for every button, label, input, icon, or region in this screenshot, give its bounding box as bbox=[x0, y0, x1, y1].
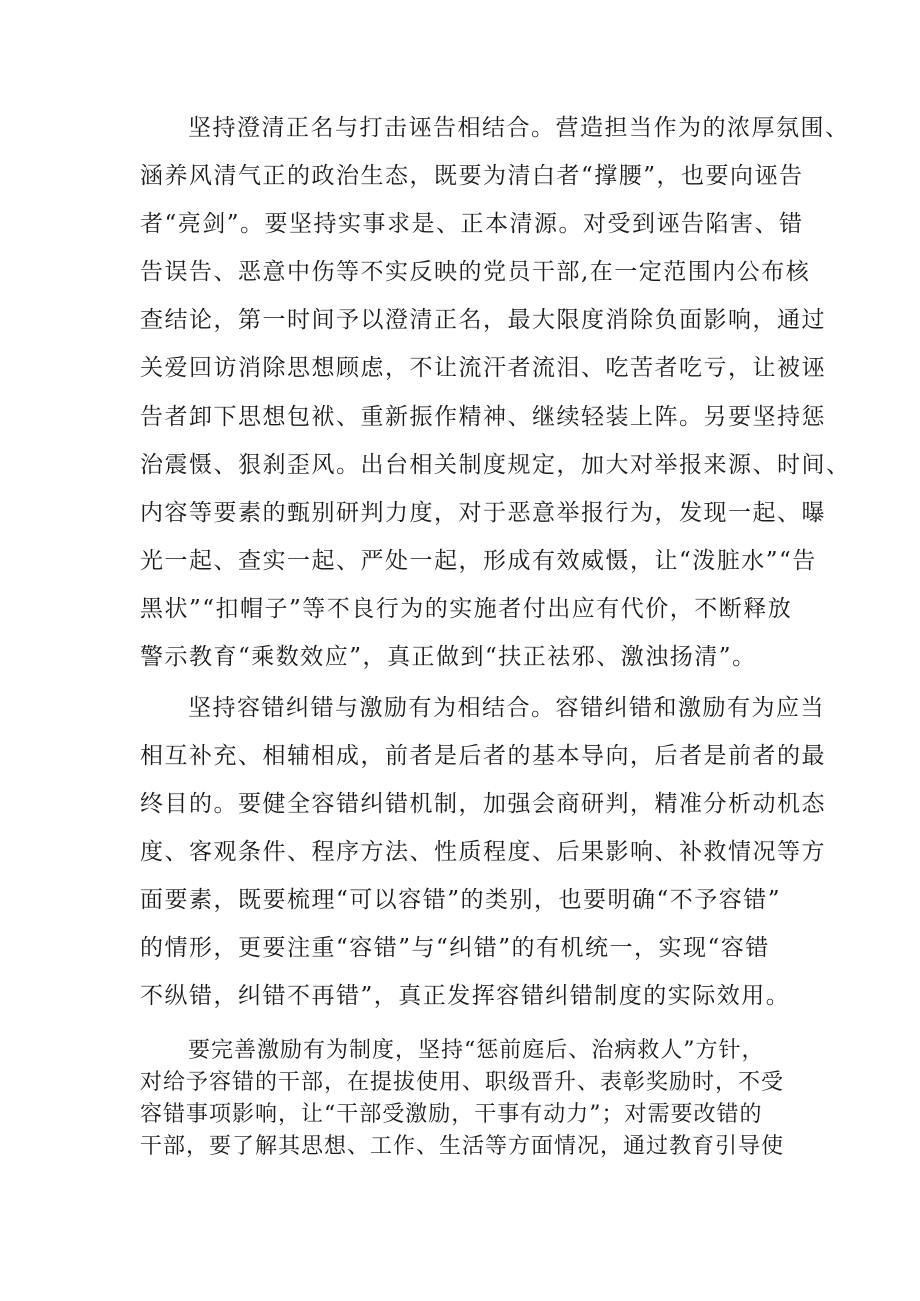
paragraph-1-line-9: 内容等要素的甄别研判力度，对于恶意举报行为，发现一起、曝 bbox=[140, 500, 826, 526]
paragraph-1-line-3: 者“亮剑”。要坚持实事求是、正本清源。对受到诬告陷害、错 bbox=[140, 211, 804, 237]
paragraph-3-line-4: 干部，要了解其思想、工作、生活等方面情况，通过教育引导使 bbox=[140, 1134, 785, 1159]
paragraph-1-line-7: 告者卸下思想包袱、重新振作精神、继续轻装上阵。另要坚持惩 bbox=[140, 404, 826, 430]
paragraph-1-line-4: 告误告、恶意中伤等不实反映的党员干部,在一定范围内公布核 bbox=[140, 259, 811, 285]
paragraph-1-line-5: 查结论，第一时间予以澄清正名，最大限度消除负面影响，通过 bbox=[140, 307, 826, 333]
paragraph-2-line-3: 终目的。要健全容错纠错机制，加强会商研判，精准分析动机态 bbox=[140, 791, 826, 817]
paragraph-1-line-6: 关爱回访消除思想顾虑，不让流汗者流泪、吃苦者吃亏，让被诬 bbox=[140, 355, 826, 381]
paragraph-2-line-5: 面要素，既要梳理“可以容错”的类别，也要明确“不予容错” bbox=[140, 887, 782, 913]
paragraph-1-line-11: 黑状”“扣帽子”等不良行为的实施者付出应有代价，不断释放 bbox=[140, 596, 793, 622]
paragraph-1-line-10: 光一起、查实一起、严处一起，形成有效威慑，让“泼脏水”“告 bbox=[140, 548, 817, 574]
paragraph-3-line-2: 对给予容错的干部，在提拔使用、职级晋升、表彰奖励时，不受 bbox=[140, 1070, 785, 1095]
paragraph-2-line-6: 的情形，更要注重“容错”与“纠错”的有机统一，实现“容错 bbox=[140, 935, 770, 961]
paragraph-2-line-1: 坚持容错纠错与激励有为相结合。容错纠错和激励有为应当 bbox=[188, 695, 825, 721]
paragraph-1-line-12: 警示教育“乘数效应”，真正做到“扶正祛邪、激浊扬清”。 bbox=[140, 644, 757, 670]
paragraph-2-line-4: 度、客观条件、程序方法、性质程度、后果影响、补救情况等方 bbox=[140, 839, 826, 865]
paragraph-3-line-3: 容错事项影响，让“干部受激励，干事有动力”；对需要改错的 bbox=[140, 1102, 763, 1127]
paragraph-1-line-8: 治震慑、狠刹歪风。出台相关制度规定，加大对举报来源、时间、 bbox=[140, 452, 851, 478]
paragraph-2-line-2: 相互补充、相辅相成，前者是后者的基本导向，后者是前者的最 bbox=[140, 743, 826, 769]
paragraph-2-line-7: 不纵错，纠错不再错”，真正发挥容错纠错制度的实际效用。 bbox=[140, 983, 791, 1009]
paragraph-1-line-2: 涵养风清气正的政治生态，既要为清白者“撑腰”，也要向诬告 bbox=[140, 163, 804, 189]
paragraph-3-line-1: 要完善激励有为制度，坚持“惩前庭后、治病救人”方针， bbox=[188, 1038, 765, 1063]
paragraph-1-line-1: 坚持澄清正名与打击诬告相结合。营造担当作为的浓厚氛围、 bbox=[188, 115, 850, 141]
